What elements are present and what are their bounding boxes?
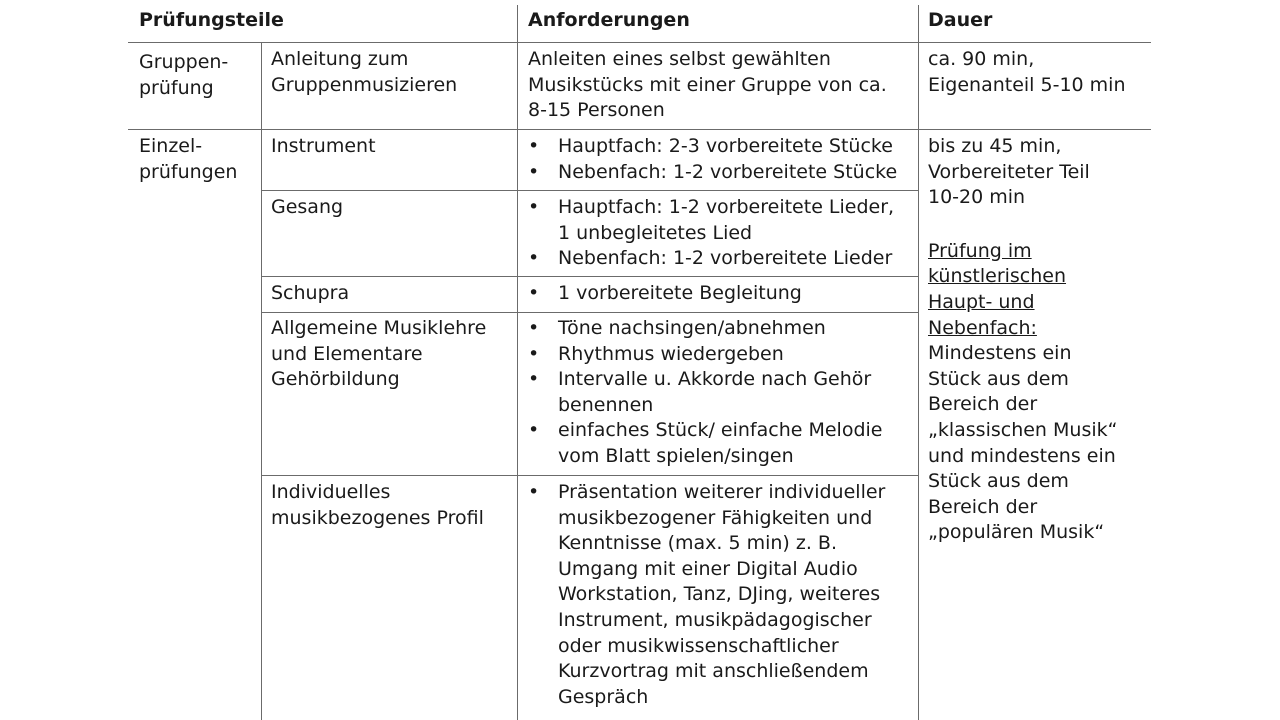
duration-heading-line2: künstlerischen bbox=[928, 265, 1067, 288]
duration-body-line: „klassischen Musik“ bbox=[928, 418, 1118, 441]
musiklehre-name-line2: und Elementare bbox=[271, 342, 423, 365]
subpart-gesang: Gesang bbox=[271, 196, 344, 218]
list-item bbox=[528, 195, 894, 246]
group-label-line1: Gruppen- bbox=[139, 51, 229, 73]
duration-body-line: Bereich der bbox=[928, 393, 1038, 416]
list-item: • Nebenfach: 1-2 vorbereitete Lieder bbox=[528, 246, 894, 272]
duration-body-line: „populären Musik“ bbox=[928, 521, 1105, 544]
profil-line: Umgang mit einer Digital Audio bbox=[558, 557, 858, 580]
individual-duration bbox=[928, 134, 1117, 546]
duration-body-line: Bereich der bbox=[928, 495, 1038, 518]
gesang-item1-line1: • Hauptfach: 1-2 vorbereitete Lieder, bbox=[558, 196, 895, 218]
subpart-schupra: Schupra bbox=[271, 282, 350, 304]
individual-duration-line3: 10-20 min bbox=[928, 186, 1026, 209]
individual-label-line1: Einzel- bbox=[139, 135, 203, 157]
list-item bbox=[528, 418, 882, 469]
list-item: • Nebenfach: 1-2 vorbereitete Stücke bbox=[528, 160, 897, 186]
list-item bbox=[528, 480, 885, 710]
profil-line: • Präsentation weiterer individueller bbox=[558, 481, 886, 503]
instrument-row-bottom-rule bbox=[261, 190, 918, 191]
individual-duration-line2: Vorbereiteter Teil bbox=[928, 160, 1090, 183]
profil-line: Kenntnisse (max. 5 min) z. B. bbox=[558, 532, 838, 555]
profil-name-line1: Individuelles bbox=[271, 481, 391, 503]
duration-heading-line4: Nebenfach: bbox=[928, 316, 1037, 339]
list-item: • Rhythmus wiedergeben bbox=[528, 342, 882, 368]
header-parts: Prüfungsteile bbox=[139, 9, 284, 31]
group-duration bbox=[928, 47, 1126, 98]
header-bottom-rule bbox=[128, 42, 1151, 43]
musiklehre-name-line3: Gehörbildung bbox=[271, 368, 400, 391]
gesang-row-bottom-rule bbox=[261, 276, 918, 277]
list-item bbox=[528, 367, 882, 418]
group-subpart-line1: Anleitung zum bbox=[271, 48, 409, 70]
duration-body-line: und mindestens ein bbox=[928, 444, 1116, 467]
musiklehre-row-bottom-rule bbox=[261, 475, 918, 476]
group-row-bottom-rule bbox=[128, 129, 1151, 130]
list-item: • Töne nachsingen/abnehmen bbox=[528, 316, 882, 342]
group-requirements bbox=[528, 47, 887, 124]
schupra-requirements bbox=[528, 281, 802, 307]
individual-exam-label bbox=[139, 134, 237, 185]
musiklehre-name-line1: Allgemeine Musiklehre bbox=[271, 317, 487, 339]
gesang-requirements bbox=[528, 195, 894, 272]
schupra-row-bottom-rule bbox=[261, 312, 918, 313]
subpart-musiklehre bbox=[271, 316, 486, 393]
duration-body-line: Stück aus dem bbox=[928, 470, 1069, 493]
requirements-column-rule bbox=[517, 5, 518, 720]
musiklehre-item3-line1: • Intervalle u. Akkorde nach Gehör bbox=[558, 368, 872, 391]
header-duration: Dauer bbox=[928, 9, 993, 31]
group-req-line2: Musikstücks mit einer Gruppe von ca. bbox=[528, 73, 887, 96]
musiklehre-item4-line1: • einfaches Stück/ einfache Melodie bbox=[558, 419, 883, 442]
group-subpart bbox=[271, 47, 457, 98]
group-subpart-line2: Gruppenmusizieren bbox=[271, 73, 458, 96]
gesang-item1-line2: 1 unbegleitetes Lied bbox=[558, 221, 753, 244]
group-duration-line1: ca. 90 min, bbox=[928, 48, 1035, 70]
profil-line: oder musikwissenschaftlicher bbox=[558, 634, 839, 657]
duration-body-line: Mindestens ein bbox=[928, 342, 1072, 365]
instrument-requirements bbox=[528, 134, 897, 185]
group-exam-label bbox=[139, 50, 228, 101]
header-requirements: Anforderungen bbox=[528, 9, 690, 31]
musiklehre-item4-line2: vom Blatt spielen/singen bbox=[558, 444, 794, 467]
group-req-line3: 8-15 Personen bbox=[528, 99, 665, 122]
group-req-line1: Anleiten eines selbst gewählten bbox=[528, 48, 831, 70]
individual-label-line2: prüfungen bbox=[139, 160, 238, 183]
musiklehre-item3-line2: benennen bbox=[558, 393, 654, 416]
profil-name-line2: musikbezogenes Profil bbox=[271, 506, 484, 529]
profil-line: musikbezogener Fähigkeiten und bbox=[558, 506, 873, 529]
duration-body-line: Stück aus dem bbox=[928, 367, 1069, 390]
individual-duration-line1: bis zu 45 min, bbox=[928, 135, 1062, 157]
profil-requirements bbox=[528, 480, 885, 710]
profil-line: Workstation, Tanz, DJing, weiteres bbox=[558, 583, 881, 606]
profil-line: Instrument, musikpädagogischer bbox=[558, 608, 872, 631]
profil-line: Gespräch bbox=[558, 685, 649, 708]
profil-line: Kurzvortrag mit anschließendem bbox=[558, 660, 869, 683]
duration-heading-line1: Prüfung im bbox=[928, 239, 1032, 262]
duration-column-rule bbox=[918, 5, 919, 720]
subpart-column-rule bbox=[261, 43, 262, 720]
list-item: • Hauptfach: 2-3 vorbereitete Stücke bbox=[528, 134, 897, 160]
musiklehre-requirements bbox=[528, 316, 882, 470]
group-label-line2: prüfung bbox=[139, 76, 214, 99]
group-duration-line2: Eigenanteil 5-10 min bbox=[928, 73, 1126, 96]
subpart-instrument: Instrument bbox=[271, 135, 376, 157]
list-item: • 1 vorbereitete Begleitung bbox=[528, 281, 802, 307]
duration-heading-line3: Haupt- und bbox=[928, 290, 1035, 313]
subpart-profil bbox=[271, 480, 484, 531]
